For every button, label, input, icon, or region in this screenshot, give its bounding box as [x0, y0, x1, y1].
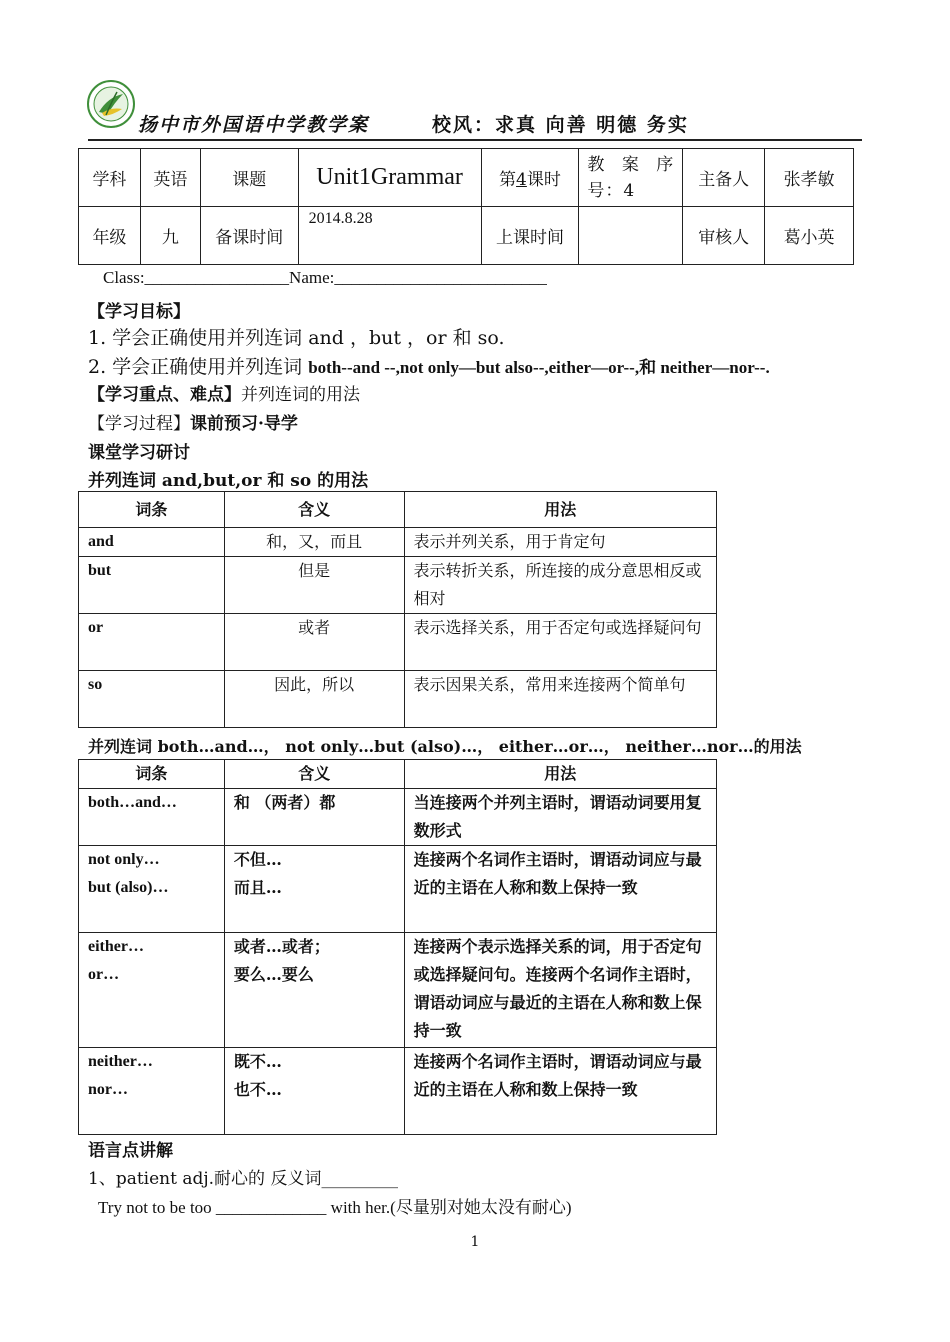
- period-cell: [481, 149, 579, 207]
- table-row: [79, 846, 717, 933]
- header-meaning: 含义: [224, 492, 404, 528]
- row-meaning: 因此，所以: [224, 671, 404, 728]
- row-word: or: [79, 614, 225, 671]
- row-word-first: neither…: [88, 1053, 153, 1070]
- focus-text: 并列连词的用法: [241, 385, 360, 405]
- row-usage: 连接两个名词作主语时，谓语动词应与最近的主语在人称和数上保持一致: [404, 846, 716, 933]
- table2-caption: 并列连词 both…and…， not only…but (also)…， either…or…， neither…nor…的用法: [88, 737, 802, 756]
- focus-heading: 【学习重点、难点】: [88, 385, 241, 405]
- row-word-second: nor…: [88, 1081, 128, 1098]
- row-meaning: 和，又，而且: [224, 528, 404, 557]
- table-row: [79, 614, 717, 671]
- row-word: [79, 789, 225, 846]
- row-meaning-second: 要么…要么: [233, 965, 314, 984]
- preparer-value: 张孝敏: [765, 149, 854, 207]
- row-meaning: 或者: [224, 614, 404, 671]
- school-logo: [86, 79, 136, 129]
- period-suffix: 课时: [526, 170, 561, 190]
- language-point-1-example: Try not to be too _____________ with her.(尽量别对她太没有耐心): [98, 1198, 572, 1217]
- process-line: [88, 409, 298, 434]
- row-meaning-first: 或者…或者；: [233, 937, 330, 956]
- row-word: and: [79, 528, 225, 557]
- grade-value: 九: [140, 207, 200, 265]
- row-meaning-first: 不但…: [233, 850, 282, 869]
- period-prefix: 第: [499, 170, 517, 190]
- objective-2: [88, 352, 770, 379]
- reviewer-value: 葛小英: [765, 207, 854, 265]
- school-motto: 校风：求真 向善 明德 务实: [432, 114, 689, 136]
- row-usage: 当连接两个并列主语时，谓语动词要用复数形式: [404, 789, 716, 846]
- topic-label: 课题: [200, 149, 298, 207]
- row-meaning-second: 也不…: [233, 1080, 282, 1099]
- row-meaning-second: 而且…: [233, 878, 282, 897]
- prep-time-label: 备课时间: [200, 207, 298, 265]
- process-preview: 课前预习·导学: [190, 414, 298, 434]
- reviewer-label: 审核人: [683, 207, 765, 265]
- page-number: 1: [470, 1234, 480, 1250]
- row-word: but: [79, 557, 225, 614]
- study-heading: 课堂学习研讨: [88, 443, 190, 463]
- topic-value: Unit1Grammar: [298, 149, 481, 207]
- row-meaning-first: 既不…: [233, 1052, 282, 1071]
- table-row: [79, 528, 717, 557]
- period-number: 4: [516, 170, 527, 190]
- row-word: [79, 1048, 225, 1135]
- row-meaning: [224, 933, 404, 1048]
- table-row: [79, 671, 717, 728]
- class-name-line: Class:_________________Name:_________________________: [103, 268, 547, 287]
- conjunction-table-2: [78, 759, 717, 1135]
- row-usage: 表示转折关系，所连接的成分意思相反或相对: [404, 557, 716, 614]
- header-rule: [88, 139, 862, 141]
- row-usage: 表示并列关系，用于肯定句: [404, 528, 716, 557]
- conjunction-table-1: [78, 491, 717, 728]
- row-word-second: or…: [88, 966, 120, 983]
- row-word-first: both…and…: [88, 794, 177, 811]
- preparer-label: 主备人: [683, 149, 765, 207]
- header-usage: 用法: [404, 760, 716, 789]
- language-point-1: 1、patient adj.耐心的 反义词_________: [88, 1169, 398, 1189]
- subject-value: 英语: [140, 149, 200, 207]
- row-meaning: [224, 789, 404, 846]
- row-meaning: [224, 846, 404, 933]
- row-word-first: either…: [88, 938, 144, 955]
- table-row: [79, 1048, 717, 1135]
- lesson-info-table: [78, 148, 854, 265]
- header-meaning: 含义: [224, 760, 404, 789]
- process-heading: 【学习过程】: [88, 414, 190, 434]
- focus-line: [88, 380, 360, 405]
- class-time-label: 上课时间: [481, 207, 579, 265]
- grade-label: 年级: [79, 207, 141, 265]
- row-word: [79, 933, 225, 1048]
- school-name: 扬中市外国语中学教学案: [138, 114, 370, 136]
- objective-2-prefix: 2. 学会正确使用并列连词: [88, 356, 309, 378]
- row-usage: 连接两个名词作主语时，谓语动词应与最近的主语在人称和数上保持一致: [404, 1048, 716, 1135]
- objectives-heading: 【学习目标】: [88, 302, 190, 322]
- objective-2-conjunctions: both--and --,not only—but also--,either—or--,和 neither—nor--.: [308, 358, 770, 377]
- row-meaning: [224, 1048, 404, 1135]
- header-usage: 用法: [404, 492, 716, 528]
- language-points-heading: 语言点讲解: [88, 1141, 173, 1161]
- objective-1: 1. 学会正确使用并列连词 and ，but ，or 和 so.: [88, 327, 505, 349]
- row-usage: 连接两个表示选择关系的词，用于否定句或选择疑问句。连接两个名词作主语时，谓语动词应与最近的主语在人称和数上保持一致: [404, 933, 716, 1048]
- table-row: [79, 789, 717, 846]
- subject-label: 学科: [79, 149, 141, 207]
- row-usage: 表示选择关系，用于否定句或选择疑问句: [404, 614, 716, 671]
- row-usage: 表示因果关系，常用来连接两个简单句: [404, 671, 716, 728]
- row-word: so: [79, 671, 225, 728]
- table1-caption: 并列连词 and,but,or 和 so 的用法: [88, 471, 369, 491]
- table-row: [79, 933, 717, 1048]
- table-row: [79, 557, 717, 614]
- prep-time-value: 2014.8.28: [298, 207, 481, 265]
- header-word: 词条: [79, 760, 225, 789]
- plan-number: 教 案 序号：4: [579, 149, 683, 207]
- row-word-first: not only…: [88, 851, 160, 868]
- row-word: [79, 846, 225, 933]
- row-meaning: 但是: [224, 557, 404, 614]
- class-time-value: [579, 207, 683, 265]
- header-word: 词条: [79, 492, 225, 528]
- row-meaning-first: 和 （两者）都: [233, 793, 336, 812]
- row-word-second: but (also)…: [88, 879, 169, 896]
